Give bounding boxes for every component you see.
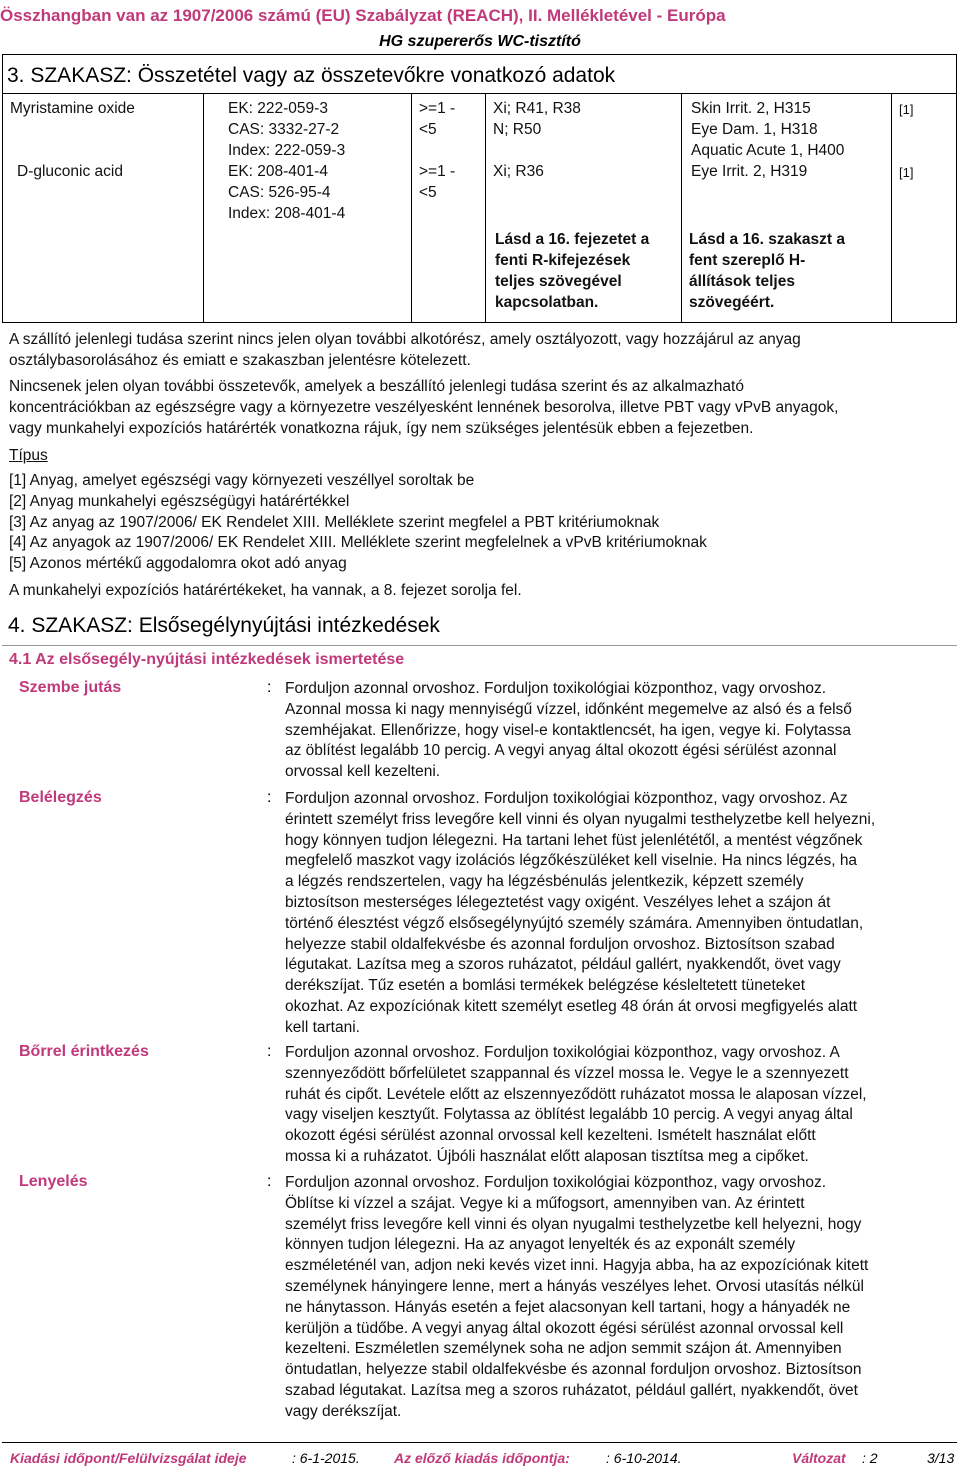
paragraph-line: vagy munkahelyi expozíciós határérték vonatkozna rájuk, így nem szükséges jelentésük ebben a fejezetben.: [9, 419, 754, 437]
text-line: könnyen tudjon lélegezni. Ha az anyagot lenyelték és az exponált személy: [285, 1236, 796, 1254]
text-line: hogy könnyen tudjon lélegezni. Ha tartani lehet füst jelenlététől, a mentést végzőnek: [285, 831, 863, 849]
text-line: okozott égési sérülést azonnal orvossal kell kezelteni. Ismételt használat előtt: [285, 1127, 816, 1145]
text-line: mossa ki a ruházatot. Újbóli használat előtt alaposan tisztítsa meg a cipőket.: [285, 1147, 809, 1165]
dsd-classification: Xi; R41, R38: [493, 100, 581, 117]
paragraph-line: Nincsenek jelen olyan további összetevők, amelyek a beszállító jelenlegi tudása szerint és az alkalmazható: [9, 378, 744, 395]
text-line: helyezze stabil oldalfekvésbe és azonnal forduljon orvoshoz. Biztosítson szabad: [285, 935, 835, 953]
dsd-classification: Xi; R36: [493, 163, 544, 180]
r-phrases-note: fenti R-kifejezések: [495, 252, 631, 269]
clp-classification: Skin Irrit. 2, H315: [691, 100, 811, 117]
inhalation-label: Belélegzés: [19, 789, 102, 806]
type-item: [1] Anyag, amelyet egészségi vagy környezeti veszéllyel soroltak be: [9, 472, 475, 489]
text-line: orvossal kell kezelteni.: [285, 763, 441, 781]
text-line: a légzés rendszertelen, vagy ha légzésbénulás jelentkezik, képzett személy: [285, 873, 804, 891]
issue-date-label: Kiadási időpont/Felülvizsgálat ideje: [10, 1450, 247, 1466]
text-line: eszméleténél van, adjon neki kevés vizet inni. Hagyja abba, ha az expozíciónak kitett: [285, 1257, 869, 1275]
label-colon: :: [267, 789, 272, 806]
type-reference: [1]: [899, 102, 914, 117]
previous-issue-label: Az előző kiadás időpontja:: [394, 1450, 570, 1466]
ingestion-label: Lenyelés: [19, 1173, 88, 1190]
text-line: ruhát és cipőt. Levétele előtt az elszennyeződött ruházatot mossa le alaposan vízzel,: [285, 1085, 867, 1103]
paragraph-line: osztálybasorolásához és emiatt e szakaszban jelentésre kötelezett.: [9, 351, 471, 369]
eye-contact-label: Szembe jutás: [19, 679, 122, 696]
concentration: <5: [419, 121, 437, 138]
first-aid-subheading: 4.1 Az elsősegély-nyújtási intézkedések ismertetése: [9, 651, 405, 668]
table-divider: [891, 94, 892, 323]
product-name: HG szupererős WC-tisztító: [379, 33, 581, 50]
label-colon: :: [267, 679, 272, 696]
type-item: [2] Anyag munkahelyi egészségügyi határértékkel: [9, 492, 350, 510]
eye-contact-text: [285, 679, 852, 783]
previous-issue-value: : 6-10-2014.: [606, 1450, 682, 1466]
r-phrases-note: kapcsolatban.: [495, 294, 599, 311]
r-phrases-note: Lásd a 16. fejezetet a: [495, 231, 650, 248]
section-4-heading-box: [2, 607, 957, 646]
page-footer: [2, 1442, 957, 1471]
concentration: <5: [419, 184, 437, 201]
text-line: kell tartani.: [285, 1018, 360, 1036]
text-line: Öblítse ki vízzel a szájat. Vegye ki a műfogsort, amennyiben van. Az érintett: [285, 1194, 805, 1212]
table-divider: [203, 94, 204, 323]
text-line: derékszíjat. Tűz esetén a bomlási termékek belégzése késleltetett tüneteket: [285, 977, 806, 995]
h-statements-note: állítások teljes: [689, 273, 795, 290]
text-line: szabad légutakat. Lazítsa meg a szoros ruházatot, például gallért, nyakkendőt, övet: [285, 1381, 858, 1399]
type-item: [4] Az anyagok az 1907/2006/ EK Rendelet XIII. Melléklete szerint megfelelnek a vPvB kritériumoknak: [9, 534, 707, 552]
label-colon: :: [267, 1173, 272, 1190]
text-line: Forduljon azonnal orvoshoz. Forduljon toxikológiai központhoz, vagy orvoshoz. A: [285, 1044, 840, 1061]
text-line: személyt friss levegőre kell vinni és olyan nyugalmi testhelyzetbe kell helyezni, hogy: [285, 1215, 862, 1233]
text-line: szennyeződött bőrfelületet szappannal és vízzel mossa le. Vegye le a szennyezett: [285, 1064, 849, 1082]
substance-id: Index: 222-059-3: [228, 142, 346, 159]
section-3-heading-box: [2, 54, 957, 94]
clp-classification: Eye Dam. 1, H318: [691, 121, 818, 138]
text-line: kerüljön a tüdőbe. A vegyi anyag által okozott égési sérülést azonnal orvossal kell: [285, 1319, 844, 1337]
text-line: kezelteni. Eszméletlen személynek soha ne adjon semmit szájon át. Amennyiben: [285, 1340, 842, 1358]
substance-id: CAS: 526-95-4: [228, 184, 331, 201]
text-line: okozhat. Az expozíciónak kitett személyt esetleg 48 órán át orvosi megfigyelés alatt: [285, 997, 858, 1015]
substance-id: EK: 222-059-3: [228, 100, 328, 117]
ingestion-text: [285, 1173, 868, 1423]
h-statements-note: szövegéért.: [689, 294, 775, 311]
text-line: légutakat. Lazítsa meg a szoros ruházatot, például gallért, nyakkendőt, övet vagy: [285, 956, 841, 974]
exposure-limits-note: [9, 581, 954, 602]
type-item: [3] Az anyag az 1907/2006/ EK Rendelet XIII. Melléklete szerint megfelel a PBT kritériumoknak: [9, 513, 660, 531]
paragraph-line: A szállító jelenlegi tudása szerint nincs jelen olyan további alkotórész, amely osztályozott, vagy hozzájárul az anyag: [9, 331, 801, 348]
substance-id: Index: 208-401-4: [228, 205, 346, 222]
type-item: [5] Azonos mértékű aggodalomra okot adó anyag: [9, 555, 347, 573]
text-line: Forduljon azonnal orvoshoz. Forduljon toxikológiai központhoz, vagy orvoshoz.: [285, 1174, 827, 1191]
page-number: 3/13: [927, 1450, 955, 1466]
label-colon: :: [267, 1043, 272, 1060]
supplier-knowledge-paragraph: [9, 330, 954, 372]
substance-id: EK: 208-401-4: [228, 163, 328, 180]
type-legend-title: Típus: [9, 447, 48, 464]
text-line: megfelelő maszkot vagy izolációs légzőkészüléket kell viselnie. Ha nincs légzés, ha: [285, 852, 858, 870]
paragraph-line: koncentrációkban az egészségre vagy a környezetre veszélyesként lennének besorolva, illetve PBT vagy vPvB anyagok,: [9, 398, 839, 416]
text-line: Forduljon azonnal orvoshoz. Forduljon toxikológiai központhoz, vagy orvoshoz.: [285, 680, 827, 697]
text-line: vagy derékszíjat.: [285, 1402, 402, 1420]
table-divider: [681, 94, 682, 323]
type-legend: [9, 446, 954, 467]
regulation-title: Összhangban van az 1907/2006 számú (EU) Szabályzat (REACH), II. Mellékletével - Európa: [0, 6, 726, 25]
substance-id: CAS: 3332-27-2: [228, 121, 340, 138]
table-divider: [485, 94, 486, 323]
text-line: Forduljon azonnal orvoshoz. Forduljon toxikológiai központhoz, vagy orvoshoz. Az: [285, 790, 848, 807]
text-line: Azonnal mossa ki nagy mennyiségű vízzel, időnként megemelve az alsó és a felső: [285, 700, 852, 718]
clp-classification: Eye Irrit. 2, H319: [691, 163, 808, 180]
type-list: [9, 471, 954, 575]
substance-name: D-gluconic acid: [17, 163, 123, 180]
skin-contact-text: [285, 1043, 867, 1168]
section-4-heading: 4. SZAKASZ: Elsősegélynyújtási intézkedések: [8, 614, 440, 637]
text-line: érintett személyt friss levegőre kell vinni és olyan nyugalmi testhelyzetbe kell helyezni,: [285, 810, 876, 828]
text-line: öntudatlan, helyezze stabil oldalfekvésbe és azonnal forduljon orvoshoz. Biztosítson: [285, 1361, 862, 1379]
substance-name: Myristamine oxide: [10, 100, 135, 117]
inhalation-text: [285, 789, 875, 1039]
table-divider: [411, 94, 412, 323]
version-label: Változat: [792, 1450, 846, 1466]
text-line: biztosítson mesterséges lélegeztetést vagy oxigént. Veszélyes lehet a szájon át: [285, 893, 831, 911]
h-statements-note: fent szereplő H-: [689, 252, 806, 269]
text-line: személynek hányingere lenne, mert a hányás veszélyes lehet. Orvosi utasítás nélkül: [285, 1277, 864, 1295]
section-3-heading: 3. SZAKASZ: Összetétel vagy az összetevőkre vonatkozó adatok: [7, 64, 616, 87]
text-line: ne hánytasson. Hányás esetén a fejet alacsonyan kell tartani, hogy a hányadék ne: [285, 1298, 851, 1316]
text-line: szemhéjakat. Ellenőrizze, hogy visel-e kontaktlencsét, ha igen, vegye ki. Folytassa: [285, 721, 852, 739]
composition-table: [2, 94, 957, 323]
issue-date-value: : 6-1-2015.: [292, 1450, 360, 1466]
paragraph-line: A munkahelyi expozíciós határértékeket, ha vannak, a 8. fejezet sorolja fel.: [9, 582, 522, 599]
version-value: : 2: [862, 1450, 878, 1466]
dsd-classification: N; R50: [493, 121, 542, 138]
text-line: történő élesztést végző elsősegélynyújtó személy számára. Amennyiben öntudatlan,: [285, 914, 864, 932]
skin-contact-label: Bőrrel érintkezés: [19, 1043, 149, 1060]
other-ingredients-paragraph: [9, 377, 954, 439]
r-phrases-note: teljes szövegével: [495, 273, 622, 290]
text-line: az öblítést legalább 10 percig. A vegyi anyag által okozott égési sérülést azonnal: [285, 742, 837, 760]
concentration: >=1 -: [419, 163, 456, 180]
text-line: vagy viseljen kesztyűt. Folytassa az öblítést legalább 10 percig. A vegyi anyag által: [285, 1106, 853, 1124]
document-header: [0, 2, 960, 32]
clp-classification: Aquatic Acute 1, H400: [691, 142, 845, 159]
h-statements-note: Lásd a 16. szakaszt a: [689, 231, 845, 248]
concentration: >=1 -: [419, 100, 456, 117]
type-reference: [1]: [899, 165, 914, 180]
